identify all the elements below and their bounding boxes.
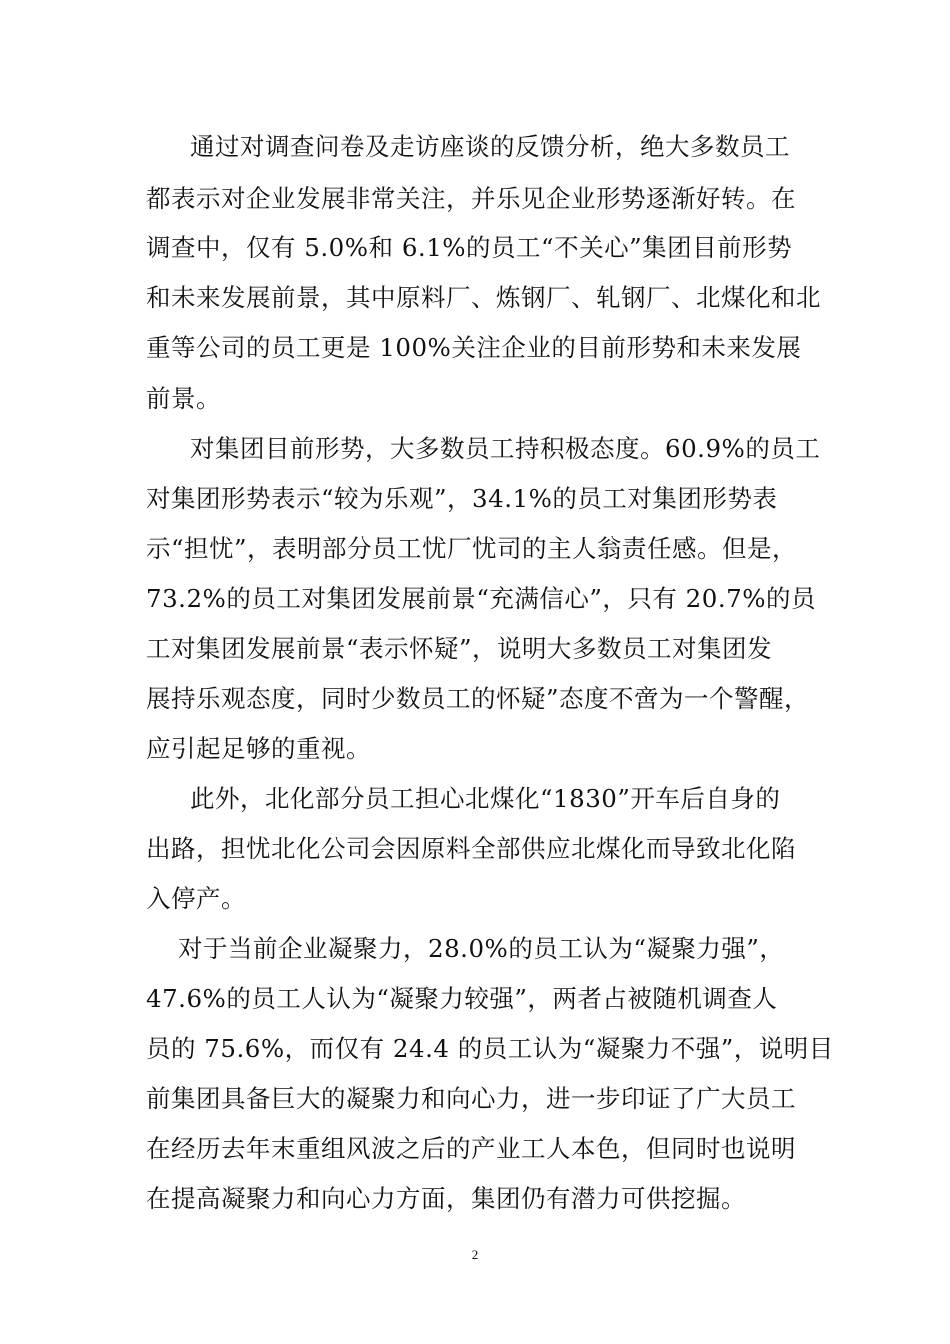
paragraph-3-line-1: 此外，北化部分员工担心北煤化“1830”开车后自身的 — [190, 784, 781, 813]
paragraph-1-line-2: 都表示对企业发展非常关注，并乐见企业形势逐渐好转。在 — [146, 184, 796, 213]
paragraph-4-line-5: 在经历去年末重组风波之后的产业工人本色，但同时也说明 — [146, 1134, 796, 1163]
paragraph-4-line-1: 对于当前企业凝聚力，28.0%的员工认为“凝聚力强”， — [178, 934, 785, 963]
paragraph-1-line-1: 通过对调查问卷及走访座谈的反馈分析，绝大多数员工 — [190, 132, 790, 161]
page-number: 2 — [471, 1247, 479, 1262]
paragraph-2-line-2: 对集团形势表示“较为乐观”，34.1%的员工对集团形势表 — [146, 484, 778, 513]
paragraph-3-line-3: 入停产。 — [146, 884, 246, 913]
paragraph-2-line-1: 对集团目前形势，大多数员工持积极态度。60.9%的员工 — [190, 434, 821, 463]
paragraph-2-line-6: 展持乐观态度，同时少数员工的怀疑”态度不啻为一个警醒， — [146, 684, 810, 713]
paragraph-2-line-3: 示“担忧”，表明部分员工忧厂忧司的主人翁责任感。但是， — [146, 534, 798, 563]
paragraph-2-line-5: 工对集团发展前景“表示怀疑”，说明大多数员工对集团发 — [146, 634, 773, 663]
paragraph-1-line-6: 前景。 — [146, 384, 221, 413]
paragraph-1-line-4: 和未来发展前景，其中原料厂、炼钢厂、轧钢厂、北煤化和北 — [146, 283, 821, 312]
paragraph-1-line-3: 调查中，仅有 5.0%和 6.1%的员工“不关心”集团目前形势 — [146, 233, 793, 262]
paragraph-4-line-3: 员的 75.6%，而仅有 24.4 的员工认为“凝聚力不强”，说明目 — [146, 1034, 834, 1063]
paragraph-2-line-7: 应引起足够的重视。 — [146, 734, 371, 763]
paragraph-2-line-4: 73.2%的员工对集团发展前景“充满信心”，只有 20.7%的员 — [146, 584, 816, 613]
paragraph-3-line-2: 出路，担忧北化公司会因原料全部供应北煤化而导致北化陷 — [146, 834, 796, 863]
paragraph-4-line-2: 47.6%的员工人认为“凝聚力较强”，两者占被随机调查人 — [146, 984, 778, 1013]
paragraph-4-line-6: 在提高凝聚力和向心力方面，集团仍有潜力可供挖掘。 — [146, 1184, 746, 1213]
paragraph-4-line-4: 前集团具备巨大的凝聚力和向心力，进一步印证了广大员工 — [146, 1084, 796, 1113]
paragraph-1-line-5: 重等公司的员工更是 100%关注企业的目前形势和未来发展 — [146, 333, 802, 362]
